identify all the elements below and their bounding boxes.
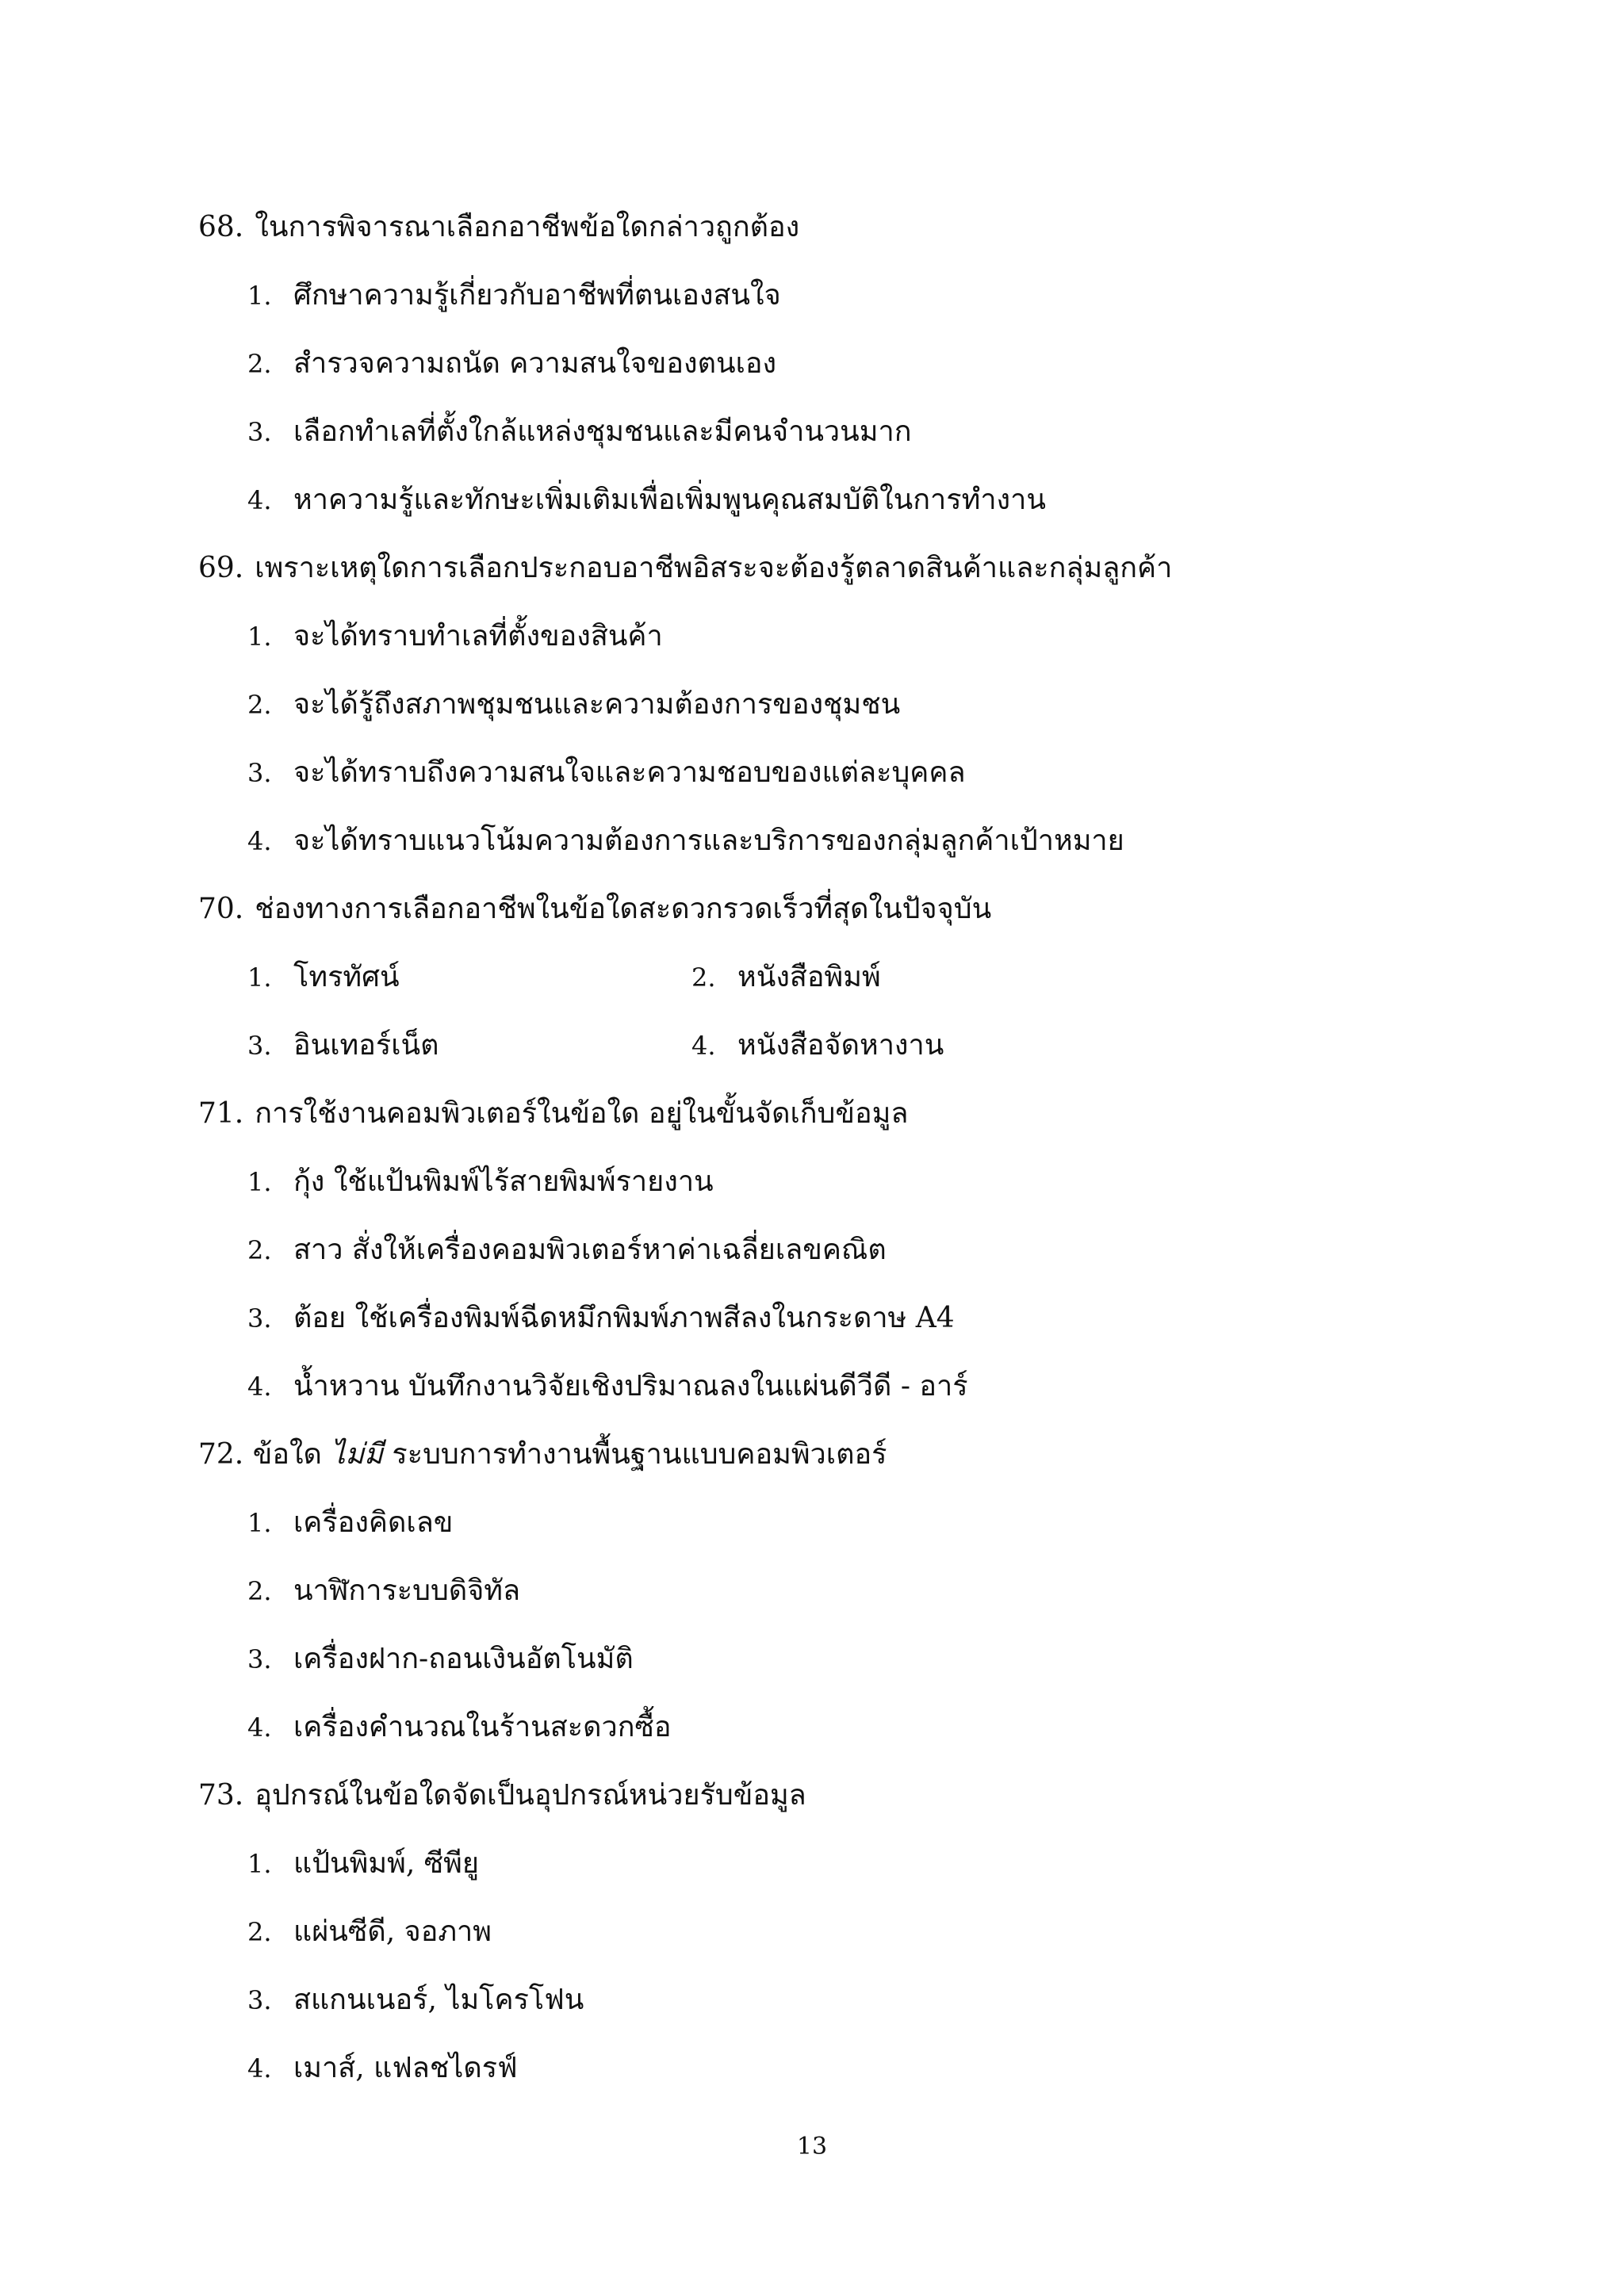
option-70-3	[247, 1026, 439, 1066]
option-68-4	[247, 480, 1046, 520]
option-68-2	[247, 344, 776, 384]
option-text: ต้อย ใช้เครื่องพิมพ์ฉีดหมึกพิมพ์ภาพสีลงในกระดาษ A4	[293, 1302, 955, 1334]
option-number: 3.	[247, 1644, 272, 1674]
question-number: 71.	[198, 1097, 244, 1130]
question-number: 68.	[198, 211, 244, 243]
question-text: ในการพิจารณาเลือกอาชีพข้อใดกล่าวถูกต้อง	[255, 211, 800, 243]
option-text: สแกนเนอร์, ไมโครโฟน	[293, 1984, 584, 2016]
option-number: 4.	[247, 1712, 272, 1743]
option-text: กุ้ง ใช้แป้นพิมพ์ไร้สายพิมพ์รายงาน	[293, 1165, 714, 1198]
option-number: 1.	[247, 962, 272, 993]
option-number: 2.	[247, 1917, 272, 1947]
option-text: จะได้ทราบทำเลที่ตั้งของสินค้า	[293, 620, 663, 652]
option-number: 2.	[691, 962, 716, 993]
question-73	[198, 1776, 806, 1816]
option-number: 2.	[247, 1235, 272, 1265]
option-number: 4.	[691, 1031, 716, 1061]
option-70-2	[691, 958, 881, 997]
option-number: 1.	[247, 281, 272, 311]
option-text: จะได้ทราบแนวโน้มความต้องการและบริการของกลุ่มลูกค้าเป้าหมาย	[293, 825, 1124, 857]
question-number: 70.	[198, 893, 244, 925]
option-text: น้ำหวาน บันทึกงานวิจัยเชิงปริมาณลงในแผ่นดีวีดี - อาร์	[293, 1370, 968, 1402]
option-70-1	[247, 958, 400, 997]
option-72-4	[247, 1708, 672, 1747]
option-68-3	[247, 412, 912, 452]
question-number: 69.	[198, 552, 244, 584]
option-text: ศึกษาความรู้เกี่ยวกับอาชีพที่ตนเองสนใจ	[293, 279, 781, 312]
question-text: อุปกรณ์ในข้อใดจัดเป็นอุปกรณ์หน่วยรับข้อมูล	[255, 1779, 806, 1812]
option-70-4	[691, 1026, 944, 1066]
option-text: เมาส์, แฟลชไดรฟ์	[293, 2052, 518, 2084]
option-text: หนังสือจัดหางาน	[737, 1029, 944, 1062]
option-text: เครื่องคำนวณในร้านสะดวกซื้อ	[293, 1711, 672, 1743]
page-number: 13	[796, 2133, 828, 2160]
option-number: 1.	[247, 1167, 272, 1197]
option-72-1	[247, 1503, 453, 1543]
option-text: เครื่องคิดเลข	[293, 1506, 454, 1539]
option-69-1	[247, 617, 663, 656]
option-text: นาฬิการะบบดิจิทัล	[293, 1575, 521, 1607]
question-72	[198, 1435, 887, 1475]
question-70	[198, 890, 991, 929]
question-71	[198, 1094, 908, 1134]
option-number: 4.	[247, 2053, 272, 2084]
option-73-2	[247, 1912, 492, 1952]
option-72-3	[247, 1640, 634, 1679]
option-number: 4.	[247, 485, 272, 515]
option-number: 1.	[247, 622, 272, 652]
option-text: เลือกทำเลที่ตั้งใกล้แหล่งชุมชนและมีคนจำนวนมาก	[293, 415, 912, 448]
option-number: 2.	[247, 349, 272, 379]
option-71-2	[247, 1230, 887, 1270]
option-number: 2.	[247, 690, 272, 720]
option-71-1	[247, 1162, 714, 1202]
option-73-3	[247, 1980, 584, 2020]
option-number: 3.	[247, 1031, 272, 1061]
question-text: การใช้งานคอมพิวเตอร์ในข้อใด อยู่ในขั้นจัดเก็บข้อมูล	[255, 1097, 909, 1130]
option-71-3	[247, 1299, 955, 1338]
question-text: ช่องทางการเลือกอาชีพในข้อใดสะดวกรวดเร็วที่สุดในปัจจุบัน	[255, 893, 992, 925]
option-73-4	[247, 2049, 518, 2088]
option-69-4	[247, 821, 1124, 861]
option-number: 3.	[247, 1985, 272, 2015]
option-number: 1.	[247, 1508, 272, 1538]
option-text: จะได้รู้ถึงสภาพชุมชนและความต้องการของชุมชน	[293, 688, 901, 721]
option-number: 3.	[247, 758, 272, 788]
question-69	[198, 549, 1172, 588]
option-text: หาความรู้และทักษะเพิ่มเติมเพื่อเพิ่มพูนคุณสมบัติในการทำงาน	[293, 484, 1046, 516]
question-text-before: ข้อใด	[252, 1438, 322, 1471]
question-text: เพราะเหตุใดการเลือกประกอบอาชีพอิสระจะต้องรู้ตลาดสินค้าและกลุ่มลูกค้า	[255, 552, 1173, 584]
question-number: 73.	[198, 1779, 244, 1812]
option-text: โทรทัศน์	[293, 961, 400, 993]
question-68	[198, 208, 799, 247]
option-number: 4.	[247, 826, 272, 856]
option-text: จะได้ทราบถึงความสนใจและความชอบของแต่ละบุคคล	[293, 756, 966, 789]
option-69-2	[247, 685, 900, 725]
option-text: สาว สั่งให้เครื่องคอมพิวเตอร์หาค่าเฉลี่ยเลขคณิต	[293, 1234, 887, 1266]
option-text: แผ่นซีดี, จอภาพ	[293, 1915, 492, 1948]
option-text: หนังสือพิมพ์	[737, 961, 881, 993]
option-73-1	[247, 1844, 479, 1884]
option-text: เครื่องฝาก-ถอนเงินอัตโนมัติ	[293, 1643, 634, 1675]
option-text: สำรวจความถนัด ความสนใจของตนเอง	[293, 347, 777, 380]
option-text: แป้นพิมพ์, ซีพียู	[293, 1847, 479, 1880]
option-72-2	[247, 1571, 520, 1611]
question-number: 72.	[198, 1438, 244, 1471]
option-68-1	[247, 276, 781, 316]
option-number: 1.	[247, 1849, 272, 1879]
question-text-emphasis: ไม่มี	[331, 1438, 383, 1471]
option-69-3	[247, 753, 966, 793]
question-text-after: ระบบการทำงานพื้นฐานแบบคอมพิวเตอร์	[392, 1438, 887, 1471]
option-text: อินเทอร์เน็ต	[293, 1029, 439, 1062]
option-71-4	[247, 1367, 968, 1406]
option-number: 4.	[247, 1372, 272, 1402]
option-number: 2.	[247, 1576, 272, 1606]
option-number: 3.	[247, 417, 272, 447]
option-number: 3.	[247, 1303, 272, 1334]
